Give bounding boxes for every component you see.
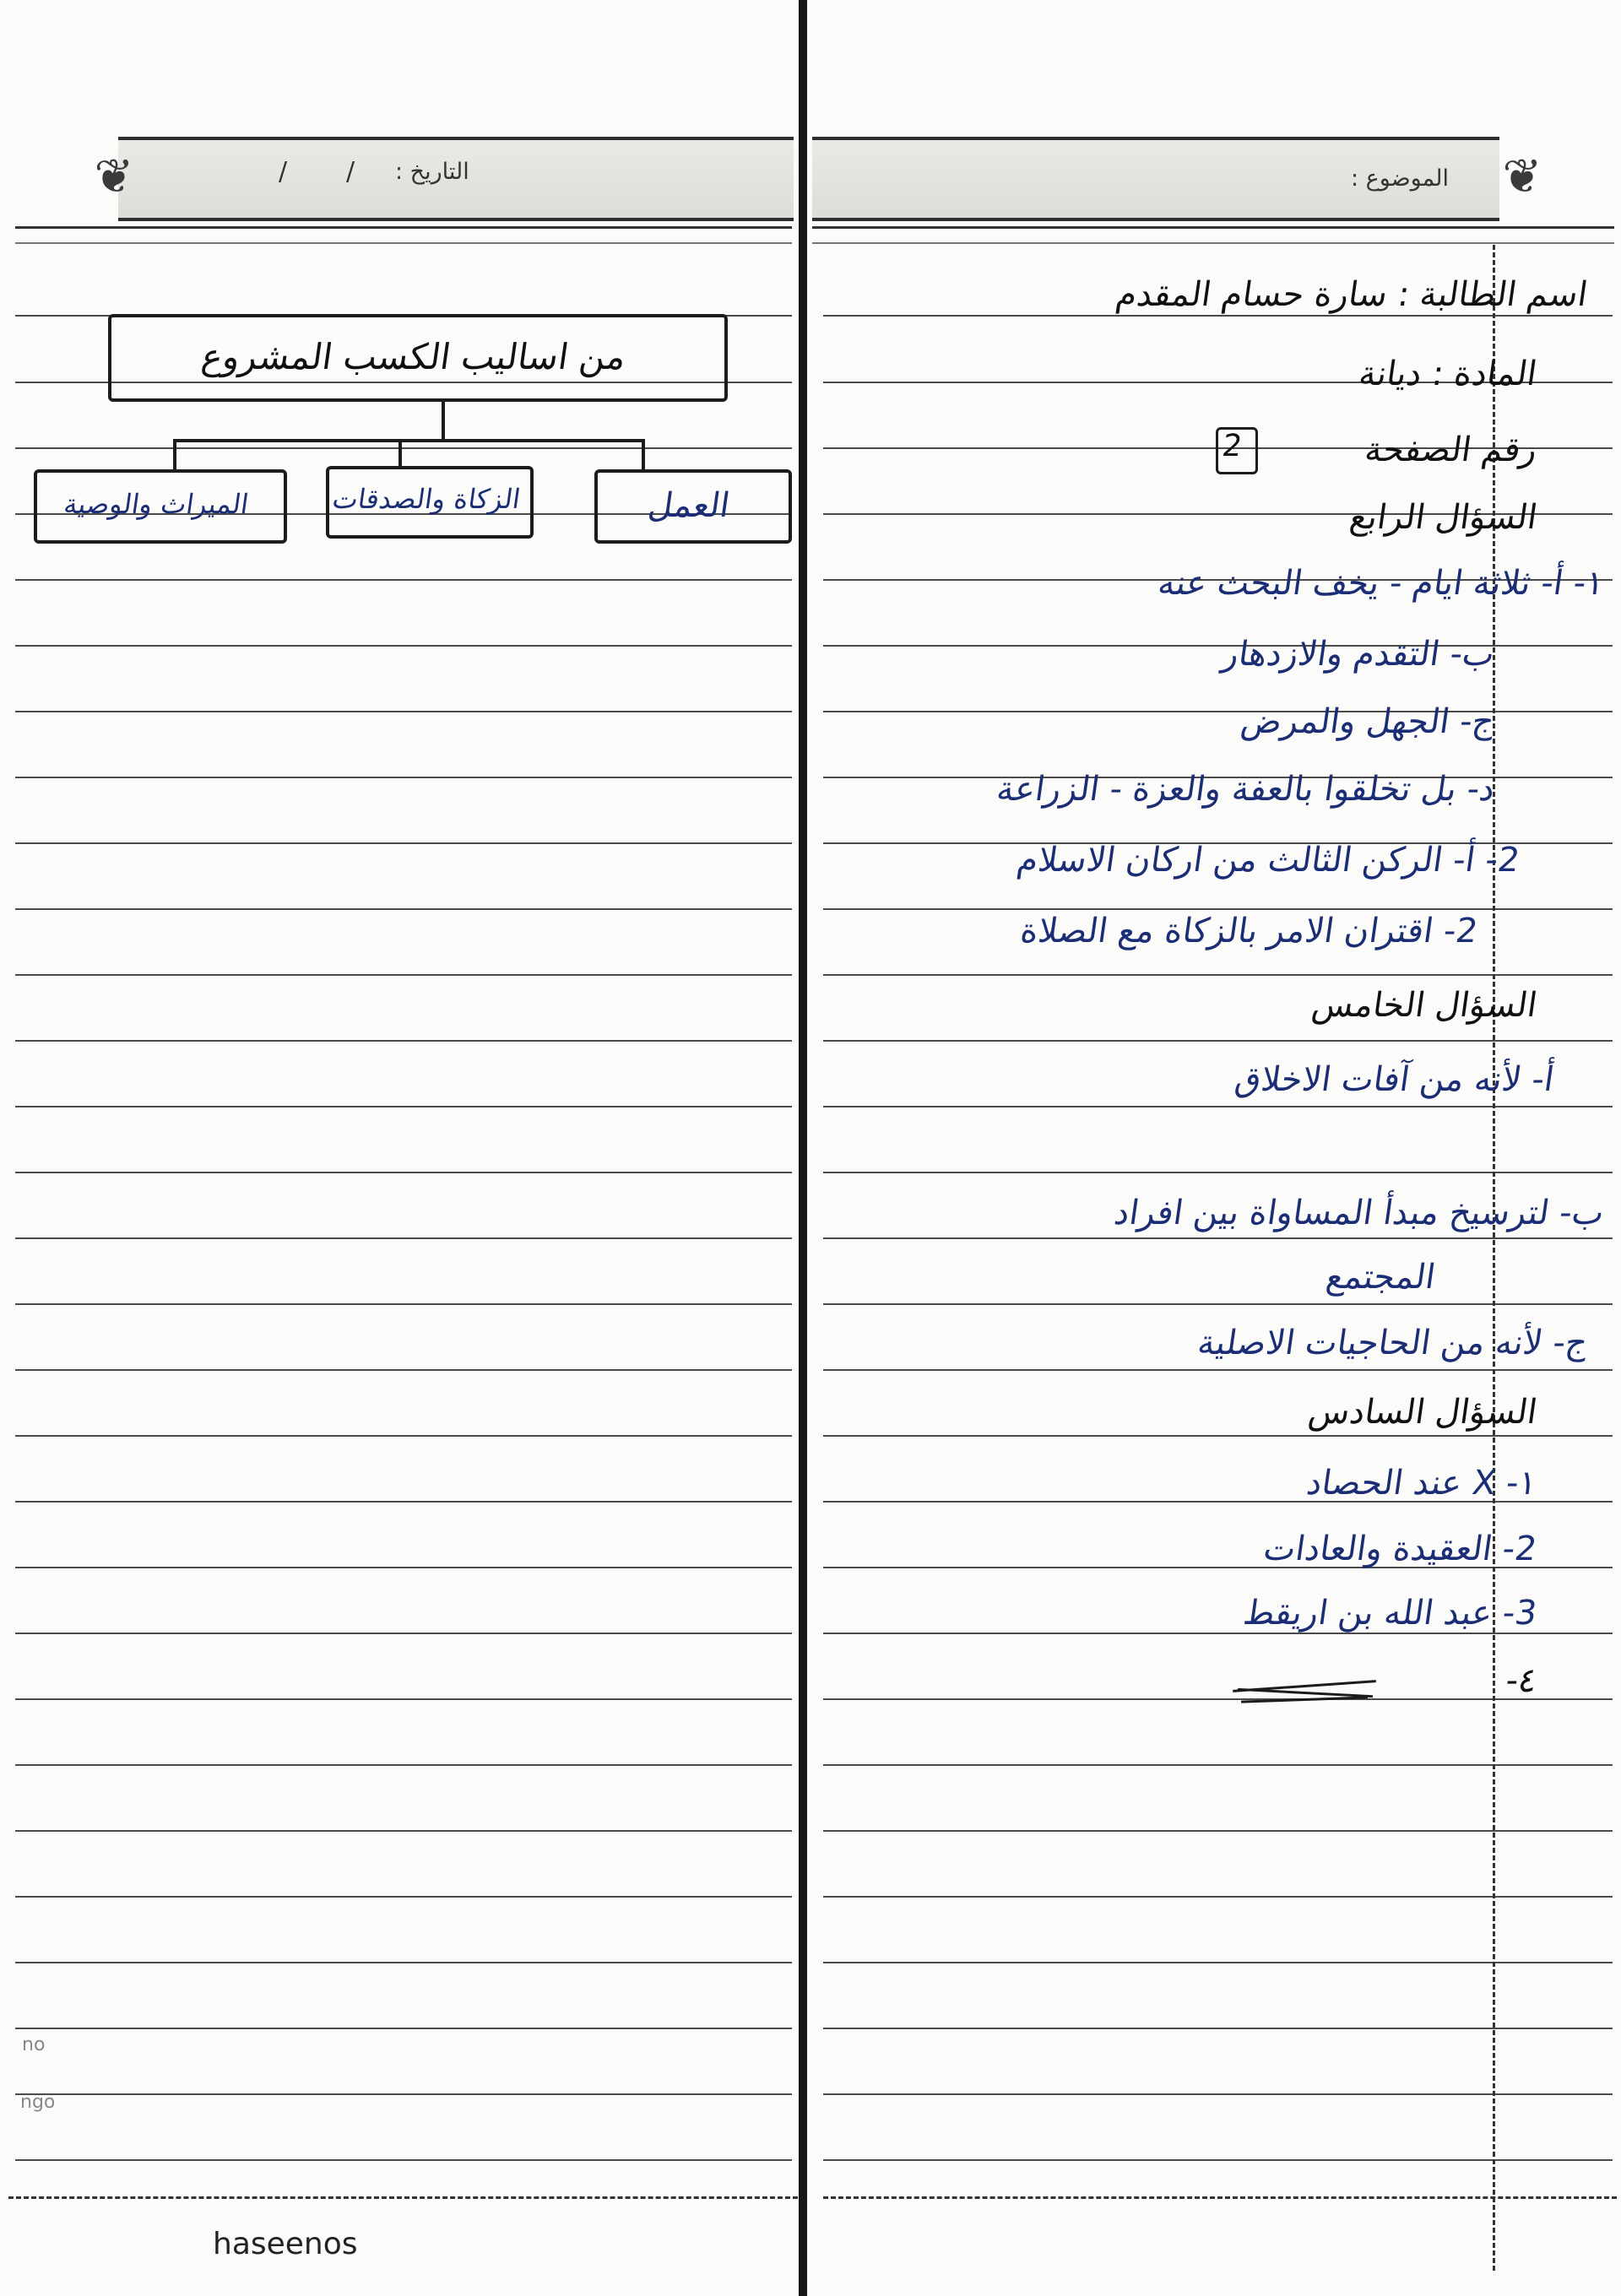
date-separator-1: / — [346, 157, 355, 187]
brand-logo: haseenos — [213, 2227, 358, 2261]
question-4-heading: السؤال الرابع — [1347, 498, 1540, 537]
right-page — [807, 0, 1621, 2296]
margin-note-1: no — [22, 2034, 46, 2055]
left-bottom-dashed-line — [8, 2196, 798, 2199]
date-label: التاريخ : — [395, 159, 469, 185]
answer-6-3: 3- عبد الله بن اريقط — [1240, 1594, 1540, 1633]
answer-4-1a: ١- أ- ثلاثة ايام - يخف البحث عنه — [1155, 564, 1607, 603]
question-5-heading: السؤال الخامس — [1309, 986, 1540, 1025]
answer-4-2b: 2- اقتران الامر بالزكاة مع الصلاة — [1017, 912, 1481, 950]
diagram-item-2: الزكاة والصدقات — [330, 483, 523, 515]
right-margin-line — [1493, 245, 1495, 2271]
diagram-connector-middle — [398, 439, 402, 469]
diagram-item-3: الميراث والوصية — [62, 488, 251, 520]
student-name-line: اسم الطالبة : سارة حسام المقدم — [1113, 275, 1591, 314]
page-number-label: رقم الصفحة — [1362, 430, 1540, 469]
right-ornament-icon: ❦ — [1502, 149, 1542, 204]
subject-line: المادة : ديانة — [1356, 355, 1540, 393]
right-bottom-dashed-line — [823, 2196, 1617, 2199]
answer-6-2: 2- العقيدة والعادات — [1260, 1530, 1540, 1568]
diagram-connector-left — [173, 439, 176, 473]
margin-note-2: ngo — [20, 2092, 56, 2113]
answer-4-1b: ب- التقدم والازدهار — [1219, 635, 1498, 674]
left-ornament-icon: ❦ — [94, 149, 134, 204]
answer-5-b-cont: المجتمع — [1324, 1258, 1439, 1297]
answer-5-a: أ- لأنه من آفات الاخلاق — [1232, 1060, 1557, 1099]
diagram-title: من اساليب الكسب المشروع — [198, 336, 629, 377]
diagram-connector-bar — [173, 439, 644, 442]
answer-6-1: ١- X عند الحصاد — [1304, 1464, 1540, 1503]
question-6-heading: السؤال السادس — [1305, 1393, 1540, 1432]
answer-4-1d: د- بل تخلقوا بالعفة والعزة - الزراعة — [994, 770, 1498, 809]
answer-5-c: ج- لأنه من الحاجيات الاصلية — [1195, 1324, 1591, 1362]
crossed-out-answer — [1233, 1680, 1376, 1705]
topic-label: الموضوع : — [1351, 165, 1449, 192]
answer-4-1c: ج- الجهل والمرض — [1239, 702, 1498, 741]
notebook-spine — [799, 0, 807, 2296]
right-top-ruler — [812, 226, 1614, 244]
diagram-connector-right — [642, 439, 645, 473]
date-separator-2: / — [279, 157, 288, 187]
answer-6-4: ٤- — [1503, 1661, 1540, 1700]
page-number-value: 2 — [1220, 429, 1244, 463]
answer-4-2a: 2- أ- الركن الثالث من اركان الاسلام — [1015, 841, 1523, 880]
left-top-ruler — [15, 226, 792, 244]
answer-5-b: ب- لترسيخ مبدأ المساواة بين افراد — [1112, 1194, 1607, 1232]
diagram-item-1: العمل — [645, 486, 733, 525]
diagram-connector-stem — [442, 398, 445, 442]
